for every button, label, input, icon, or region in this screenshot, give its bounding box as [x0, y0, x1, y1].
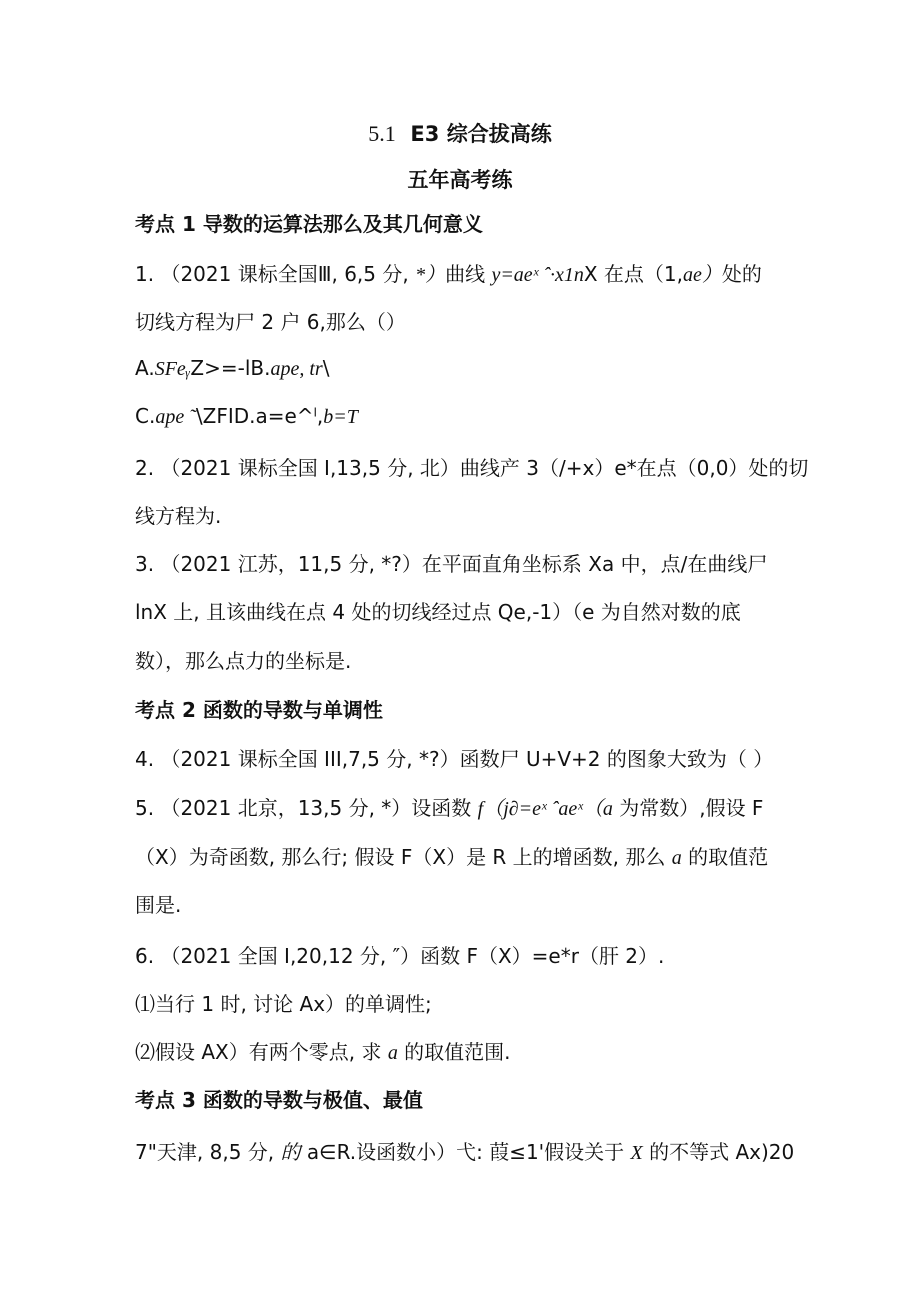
- question-2-line-1: 2. （2021 课标全国 I,13,5 分, 北）曲线产 3（/+x）e*在点（0,0）处的切: [135, 456, 809, 480]
- question-3-line-3: 数），那么点力的坐标是.: [135, 649, 352, 673]
- question-1-options-ab: A.SFeᵧZ>=-lB.ape, tr\: [135, 356, 330, 380]
- question-6-line-1: 6. （2021 全国 I,20,12 分, ″）函数 F（X）=e*r（肝 2）.: [135, 944, 665, 968]
- question-3-line-1: 3. （2021 江苏，11,5 分, *?）在平面直角坐标系 Xa 中，点/在曲线尸: [135, 552, 768, 576]
- question-5-line-3: 围是.: [135, 893, 182, 917]
- question-3-line-2: lnX 上, 且该曲线在点 4 处的切线经过点 Qe,-1）（e 为自然对数的底: [135, 600, 741, 624]
- document-subtitle: 五年高考练: [407, 168, 513, 192]
- section-heading-3: 考点 3 函数的导数与极值、最值: [135, 1088, 423, 1112]
- section-heading-2: 考点 2 函数的导数与单调性: [135, 698, 383, 722]
- question-5-line-1: 5. （2021 北京，13,5 分, *）设函数 f（j∂=eˣ ˆaeˣ（a 为常数）,假设 F: [135, 796, 764, 820]
- question-2-line-2: 线方程为.: [135, 504, 222, 528]
- question-4-line-1: 4. （2021 课标全国 III,7,5 分, *?）函数尸 U+V+2 的图象大致为（ ）: [135, 747, 774, 771]
- question-7-line-1: 7"天津, 8,5 分, 的 a∈R.设函数小）弋: 葭≤1'假设关于 X 的不等式 Ax)20: [135, 1140, 795, 1164]
- document-title: [0, 118, 920, 148]
- question-5-line-2: （X）为奇函数, 那么行; 假设 F（X）是 R 上的增函数, 那么 a 的取值范: [135, 845, 769, 869]
- question-1-line-2: 切线方程为尸 2 户 6,那么（）: [135, 310, 406, 334]
- question-6-part-2: ⑵假设 AX）有两个零点, 求 a 的取值范围.: [135, 1040, 511, 1064]
- section-heading-1: 考点 1 导数的运算法那么及其几何意义: [135, 212, 483, 236]
- question-6-part-1: ⑴当行 1 时, 讨论 Ax）的单调性;: [135, 992, 432, 1016]
- question-1-line-1: 1. （2021 课标全国Ⅲ, 6,5 分, *）曲线 y=aeˣ ˆ·x1nX 在点（1,ae）处的: [135, 262, 762, 286]
- question-1-options-cd: C.ape ˜\ZFID.a=e^ˡ,b=T: [135, 404, 358, 428]
- title-text: E3 综合拔高练: [410, 122, 552, 146]
- title-number: 5.1: [368, 121, 396, 146]
